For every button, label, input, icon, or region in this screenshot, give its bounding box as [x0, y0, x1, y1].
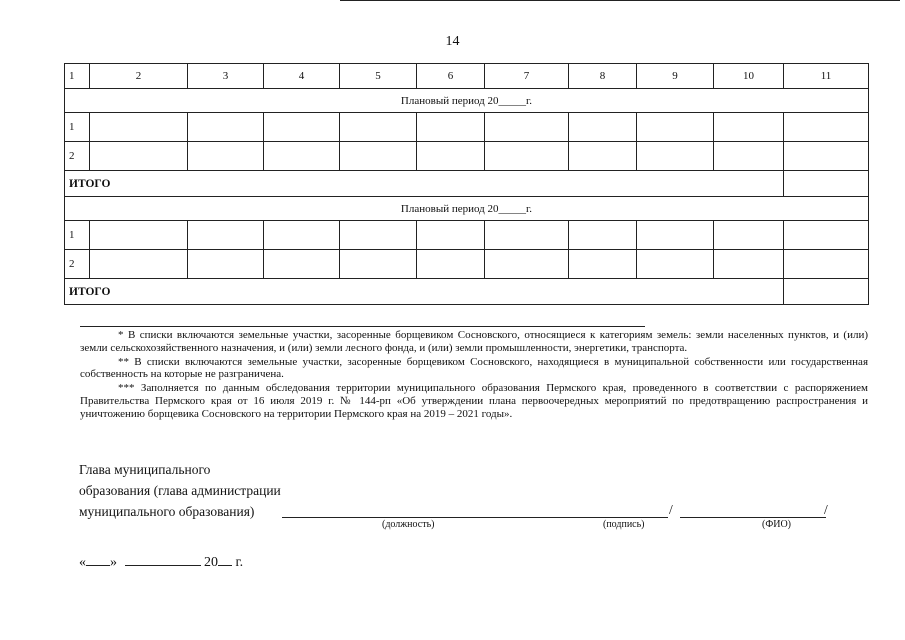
footnote-3: *** Заполняется по данным обследования территории муниципального образования Пермского края, проведенного в соответствии с распоряжением Правительства Пермского края от 16 июля 2019 г. № 144-рп «Об утверждении плана первоочередных мероприятий по предотвращению распространения и уничтожению борщевика Сосновского на территории Пермского края на 2019 – 2021 годы». — [80, 382, 868, 420]
empty-cell[interactable] — [90, 221, 188, 250]
footnote-1: * В списки включаются земельные участки, засоренные борщевиком Сосновского, относящиеся к категориям земель: земли населенных пунктов, и (или) земли сельскохозяйственного назначения, и (или) земли лесного фонда, и (или) земли промышленности, энергетики, транспорта. — [80, 329, 868, 354]
signature-block — [79, 459, 281, 522]
empty-cell[interactable] — [264, 221, 340, 250]
empty-cell[interactable] — [90, 142, 188, 171]
row-number: 2 — [65, 142, 90, 171]
header-cell: 3 — [188, 64, 264, 89]
header-cell: 10 — [714, 64, 784, 89]
empty-cell[interactable] — [340, 113, 417, 142]
empty-cell[interactable] — [485, 142, 569, 171]
empty-cell[interactable] — [637, 113, 714, 142]
empty-cell[interactable] — [784, 142, 869, 171]
row-number: 2 — [65, 250, 90, 279]
position-signature-line[interactable] — [282, 517, 668, 518]
empty-cell[interactable] — [784, 221, 869, 250]
footnote-separator — [80, 326, 645, 327]
empty-cell[interactable] — [784, 250, 869, 279]
name-line[interactable] — [680, 517, 826, 518]
empty-cell[interactable] — [714, 113, 784, 142]
row-number: 1 — [65, 113, 90, 142]
caption-signature: (подпись) — [603, 519, 645, 530]
plan-table — [64, 63, 869, 305]
period-label: Плановый период 20_____г. — [65, 89, 869, 113]
period-label: Плановый период 20_____г. — [65, 197, 869, 221]
empty-cell[interactable] — [637, 250, 714, 279]
header-cell: 11 — [784, 64, 869, 89]
empty-cell[interactable] — [90, 250, 188, 279]
empty-cell[interactable] — [784, 113, 869, 142]
page-number: 14 — [445, 34, 460, 49]
header-cell: 6 — [417, 64, 485, 89]
empty-cell[interactable] — [569, 113, 637, 142]
header-cell: 7 — [485, 64, 569, 89]
table-row — [65, 142, 869, 171]
empty-cell[interactable] — [417, 250, 485, 279]
empty-cell[interactable] — [714, 221, 784, 250]
header-cell: 8 — [569, 64, 637, 89]
empty-cell[interactable] — [569, 142, 637, 171]
empty-cell[interactable] — [188, 113, 264, 142]
date-open-quote: « — [79, 555, 86, 570]
empty-cell[interactable] — [417, 142, 485, 171]
empty-cell[interactable] — [569, 221, 637, 250]
header-cell: 5 — [340, 64, 417, 89]
empty-cell[interactable] — [188, 250, 264, 279]
signatory-line-3: муниципального образования) — [79, 504, 255, 519]
empty-cell[interactable] — [485, 221, 569, 250]
top-rule — [340, 0, 900, 1]
empty-cell[interactable] — [264, 250, 340, 279]
table-row — [65, 250, 869, 279]
total-label: ИТОГО — [65, 171, 784, 197]
header-cell: 2 — [90, 64, 188, 89]
total-label: ИТОГО — [65, 279, 784, 305]
empty-cell[interactable] — [714, 142, 784, 171]
empty-cell[interactable] — [90, 113, 188, 142]
header-cell: 1 — [65, 64, 90, 89]
day-blank[interactable] — [86, 552, 110, 566]
table-row — [65, 113, 869, 142]
slash-separator: / — [824, 502, 828, 517]
empty-cell[interactable] — [637, 142, 714, 171]
signatory-line-2: образования (глава администрации — [79, 483, 281, 498]
empty-cell[interactable] — [417, 113, 485, 142]
empty-cell[interactable] — [417, 221, 485, 250]
total-cell[interactable] — [784, 279, 869, 305]
month-blank[interactable] — [125, 552, 201, 566]
period-row — [65, 197, 869, 221]
slash-separator: / — [669, 502, 673, 517]
empty-cell[interactable] — [340, 221, 417, 250]
year-blank[interactable] — [218, 552, 232, 566]
period-row — [65, 89, 869, 113]
empty-cell[interactable] — [188, 221, 264, 250]
row-number: 1 — [65, 221, 90, 250]
empty-cell[interactable] — [714, 250, 784, 279]
date-close-quote: » — [110, 555, 117, 570]
empty-cell[interactable] — [340, 250, 417, 279]
header-cell: 4 — [264, 64, 340, 89]
total-row — [65, 279, 869, 305]
table-row — [65, 221, 869, 250]
date-field — [79, 552, 243, 571]
footnotes — [80, 329, 868, 422]
empty-cell[interactable] — [188, 142, 264, 171]
year-suffix: г. — [235, 555, 244, 570]
table-header-row — [65, 64, 869, 89]
total-row — [65, 171, 869, 197]
year-prefix: 20 — [204, 555, 218, 570]
header-cell: 9 — [637, 64, 714, 89]
empty-cell[interactable] — [569, 250, 637, 279]
footnote-2: ** В списки включаются земельные участки, засоренные борщевиком Сосновского, находящиеся в муниципальной собственности или государственная собственность на которые не разграничена. — [80, 355, 868, 381]
empty-cell[interactable] — [264, 113, 340, 142]
caption-position: (должность) — [382, 519, 435, 530]
empty-cell[interactable] — [485, 113, 569, 142]
signatory-line-1: Глава муниципального — [79, 462, 211, 477]
caption-name: (ФИО) — [762, 519, 792, 530]
empty-cell[interactable] — [264, 142, 340, 171]
empty-cell[interactable] — [340, 142, 417, 171]
empty-cell[interactable] — [485, 250, 569, 279]
empty-cell[interactable] — [637, 221, 714, 250]
total-cell[interactable] — [784, 171, 869, 197]
